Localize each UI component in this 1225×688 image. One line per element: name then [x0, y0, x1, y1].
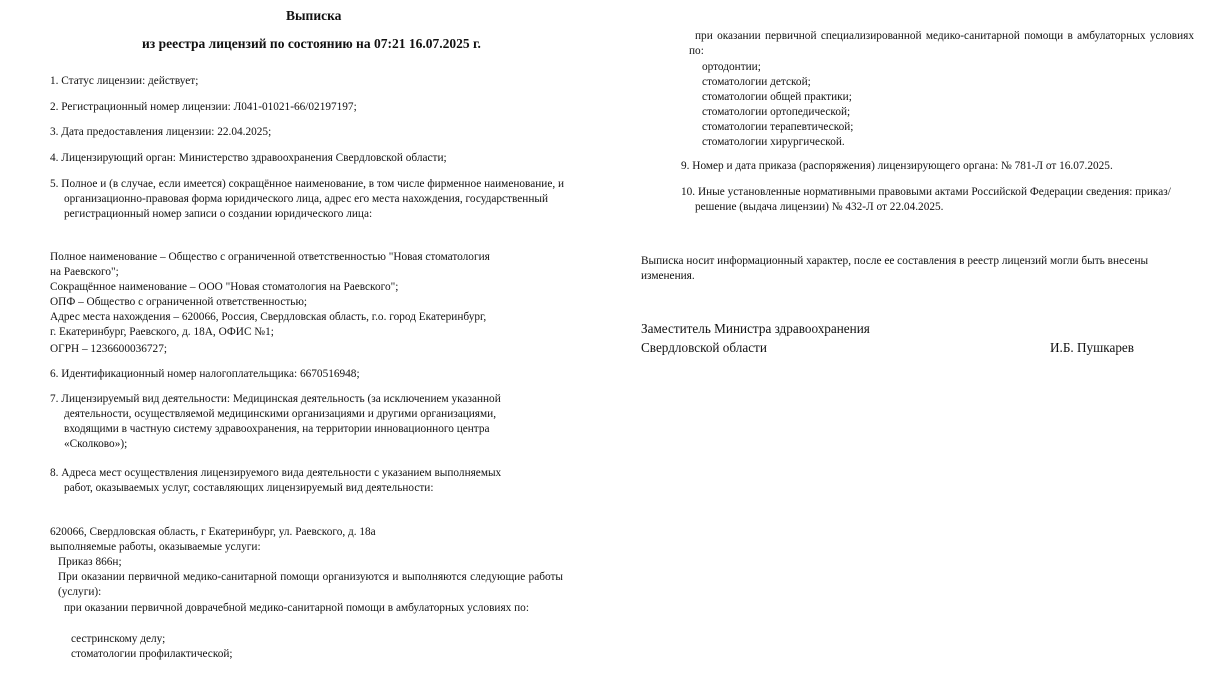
org-short-name: Сокращённое наименование – ООО "Новая стоматология на Раевского";: [50, 281, 399, 293]
item-activity-addresses: 8. Адреса мест осуществления лицензируемого вида деятельности с указанием выполняемых работ, оказываемых услуг, составляющих лицензируемый вид деятельности:: [50, 467, 502, 494]
works-dent-prof: стоматологии профилактической;: [71, 648, 233, 660]
works-dent-thera: стоматологии терапевтической;: [702, 121, 854, 133]
works-orthodontics: ортодонтии;: [702, 61, 761, 73]
disclaimer-note: Выписка носит информационный характер, после ее составления в реестр лицензий могли быть внесены изменения.: [641, 255, 1149, 282]
signatory-position-line2: Свердловской области: [641, 340, 767, 355]
item-registration-number: 2. Регистрационный номер лицензии: Л041-01021-66/02197197;: [50, 101, 357, 113]
signatory-position-line1: Заместитель Министра здравоохранения: [641, 321, 870, 336]
works-specialized: при оказании первичной специализированной медико-санитарной помощи в амбулаторных условиях по:: [689, 30, 1194, 57]
org-full-name: Полное наименование – Общество с ограниченной ответственностью "Новая стоматология на Раевского";: [50, 251, 490, 278]
works-label: выполняемые работы, оказываемые услуги:: [50, 541, 261, 553]
item-activity-type: 7. Лицензируемый вид деятельности: Медицинская деятельность (за исключением указанной деятельности, осуществляемой медицинскими организациями и другими организациями, входящими в частную систему здравоохранения, на территории инновационного центра «Сколково»);: [50, 393, 501, 450]
works-prehospital: при оказании первичной доврачебной медико-санитарной помощи в амбулаторных условиях по:: [64, 602, 529, 614]
signatory-name: И.Б. Пушкарев: [1050, 340, 1134, 355]
works-address: 620066, Свердловская область, г Екатеринбург, ул. Раевского, д. 18а: [50, 526, 376, 538]
document-subtitle: из реестра лицензий по состоянию на 07:21 16.07.2025 г.: [142, 36, 481, 51]
item-order-number: 9. Номер и дата приказа (распоряжения) лицензирующего органа: № 781-Л от 16.07.2025.: [681, 160, 1113, 172]
works-dent-child: стоматологии детской;: [702, 76, 811, 88]
item-other-info: 10. Иные установленные нормативными правовыми актами Российской Федерации сведения: приказ/решение (выдача лицензии) № 432-Л от 22.04.2025.: [681, 186, 1171, 213]
org-legal-form: ОПФ – Общество с ограниченной ответственностью;: [50, 296, 308, 308]
works-order: Приказ 866н;: [58, 556, 122, 568]
org-address: Адрес места нахождения – 620066, Россия, Свердловская область, г.о. город Екатеринбург, г. Екатеринбург, Раевского, д. 18А, ОФИС №1;: [50, 311, 487, 338]
works-dent-ortho: стоматологии ортопедической;: [702, 106, 851, 118]
item-inn: 6. Идентификационный номер налогоплательщика: 6670516948;: [50, 368, 360, 380]
document-title: Выписка: [286, 8, 342, 23]
item-organization-name-heading: 5. Полное и (в случае, если имеется) сокращённое наименование, в том числе фирменное наименование, и организационно-правовая форма юридического лица, адрес его места нахождения, государственный регистрационный номер записи о создании юридического лица:: [50, 178, 565, 220]
item-licensing-authority: 4. Лицензирующий орган: Министерство здравоохранения Свердловской области;: [50, 152, 447, 164]
item-license-status: 1. Статус лицензии: действует;: [50, 75, 199, 87]
works-intro: При оказании первичной медико-санитарной помощи организуются и выполняются следующие работы (услуги):: [58, 571, 563, 598]
org-ogrn: ОГРН – 1236600036727;: [50, 343, 167, 355]
works-dent-general: стоматологии общей практики;: [702, 91, 852, 103]
works-nursing: сестринскому делу;: [71, 633, 166, 645]
works-dent-surg: стоматологии хирургической.: [702, 136, 845, 148]
item-issue-date: 3. Дата предоставления лицензии: 22.04.2025;: [50, 126, 272, 138]
